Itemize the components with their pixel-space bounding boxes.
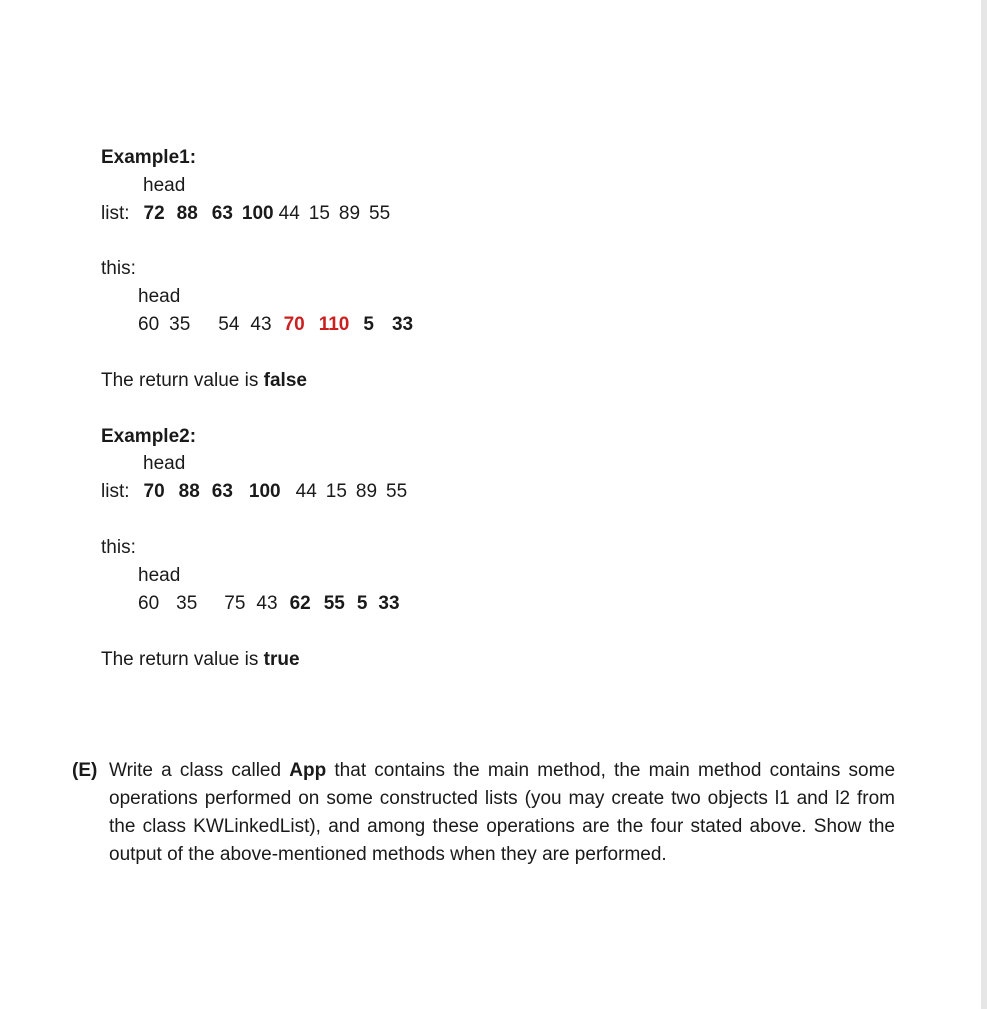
example1-title: Example1:: [101, 147, 197, 168]
example2-return-line: [101, 648, 300, 672]
list-value: 100: [241, 203, 274, 224]
list-value: 63: [211, 481, 233, 502]
part-e-text-1: Write a class called: [109, 760, 282, 781]
example1-this-label: this:: [101, 258, 136, 279]
this-value: 54: [218, 314, 240, 335]
list-value: 55: [369, 203, 391, 224]
example2-this-row: [138, 592, 400, 616]
part-e-label: (E): [72, 760, 98, 781]
list-value: 72: [143, 203, 165, 224]
this-value: 5: [356, 593, 368, 614]
list-value: 44: [278, 203, 300, 224]
this-value: 43: [250, 314, 272, 335]
list-value: 88: [178, 481, 200, 502]
page-edge: [981, 0, 987, 1009]
example2-this-label: this:: [101, 537, 136, 558]
this-value: 33: [378, 593, 400, 614]
this-value: 55: [323, 593, 345, 614]
list-value: 70: [143, 481, 165, 502]
example1-this-row: [138, 313, 413, 337]
example2-list-row: [101, 480, 407, 504]
list-value: 100: [248, 481, 281, 502]
this-value: 33: [391, 314, 414, 335]
part-e-class-name: App: [289, 760, 327, 781]
this-value: 35: [176, 593, 198, 614]
list-value: 63: [211, 203, 233, 224]
part-e-paragraph: [109, 757, 895, 869]
example1-this-head-label: head: [138, 286, 181, 307]
this-value: 60: [138, 314, 160, 335]
return-prefix: The return value is: [101, 649, 259, 670]
return-value: true: [263, 649, 300, 670]
list-value: 15: [308, 203, 330, 224]
this-value: 35: [169, 314, 191, 335]
list-value: 44: [295, 481, 317, 502]
this-value-highlight: 110: [318, 314, 350, 335]
this-value: 62: [289, 593, 311, 614]
list-prefix: list:: [101, 481, 130, 502]
list-value: 89: [355, 481, 378, 502]
example2-this-head-label: head: [138, 565, 181, 586]
example1-return-line: [101, 369, 307, 393]
this-value: 60: [138, 593, 160, 614]
list-value: 88: [176, 203, 198, 224]
return-value: false: [263, 370, 307, 391]
this-value: 75: [224, 593, 246, 614]
list-value: 15: [325, 481, 347, 502]
list-value: 55: [386, 481, 408, 502]
example2-title: Example2:: [101, 426, 197, 447]
list-value: 89: [338, 203, 361, 224]
this-value: 5: [363, 314, 374, 335]
list-prefix: list:: [101, 203, 130, 224]
return-prefix: The return value is: [101, 370, 259, 391]
part-e-text-2: that contains the main method, the main method contains some operations performed on some constructed lists (you may create two objects l1 and l2 from the class KWLinkedList), and among these operations are the four stated above. Show the output of the above-mentioned methods when they are performed.: [109, 760, 896, 865]
example1-list-row: [101, 202, 390, 226]
this-value: 43: [256, 593, 278, 614]
this-value-highlight: 70: [283, 314, 305, 335]
example1-list-head-label: head: [143, 175, 186, 196]
example2-list-head-label: head: [143, 453, 186, 474]
